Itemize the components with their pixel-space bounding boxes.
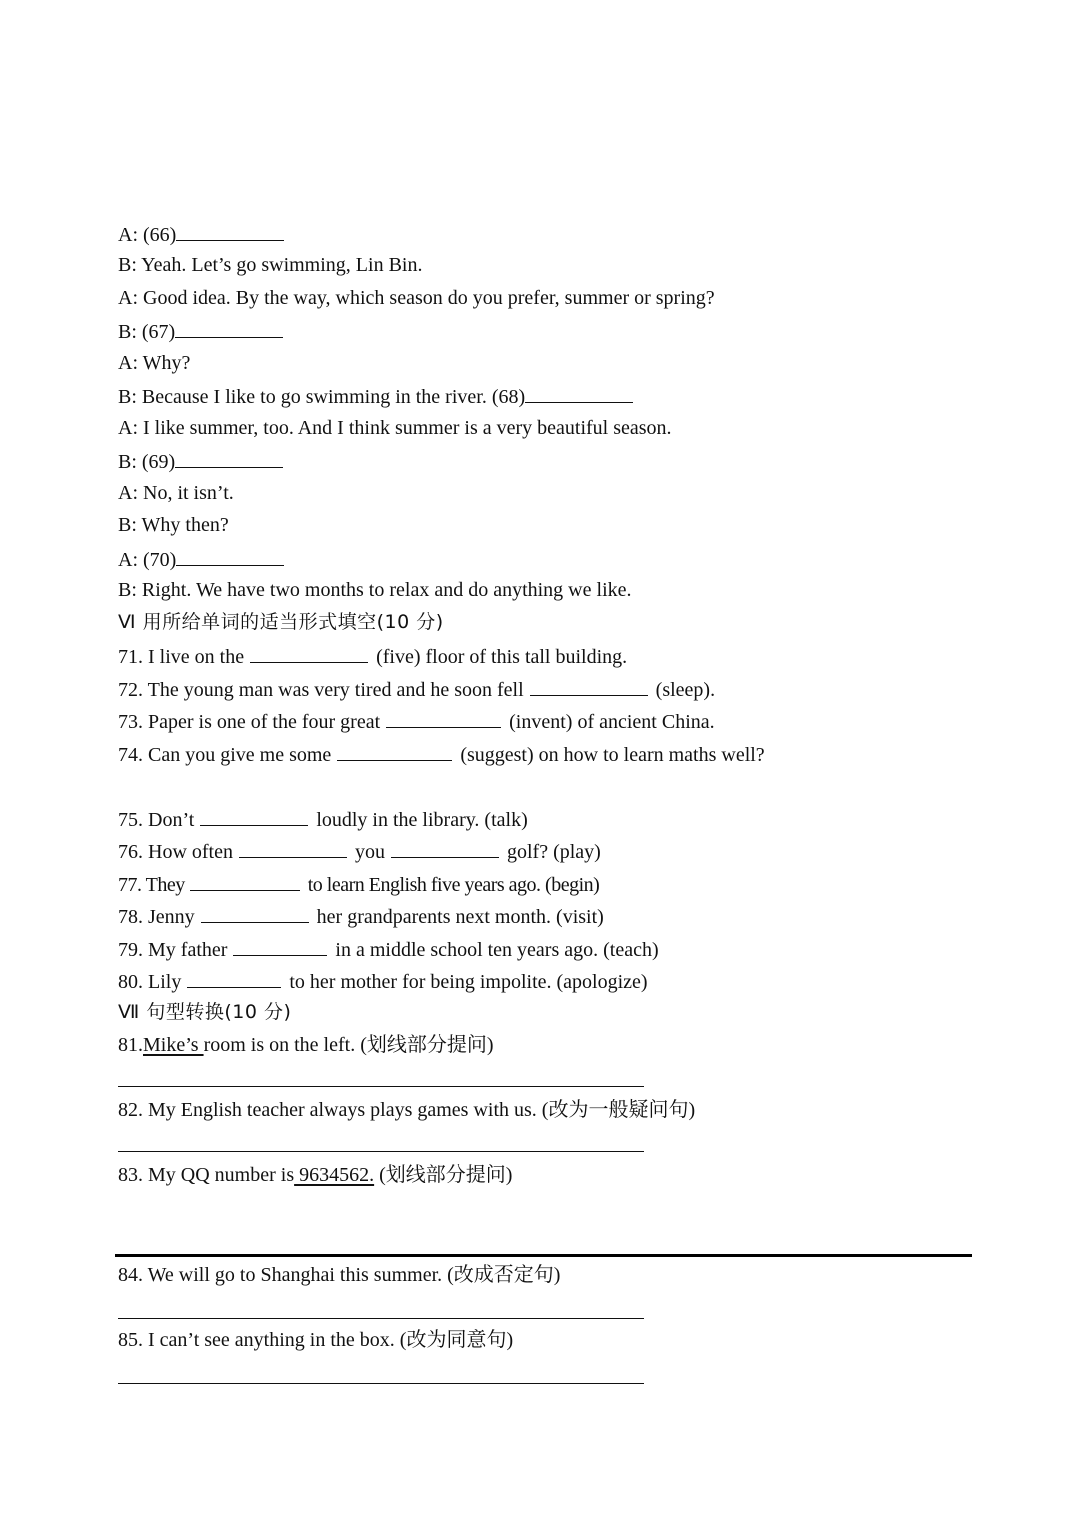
question-83 bbox=[118, 1160, 512, 1190]
question-text: 75. Don’t bbox=[118, 809, 200, 831]
answer-blank-80[interactable] bbox=[187, 965, 281, 988]
answer-blank-70[interactable] bbox=[176, 543, 284, 566]
dialogue-text: B: Because I like to go swimming in the river. (68) bbox=[118, 386, 526, 408]
dialogue-line: A: Good idea. By the way, which season do you prefer, summer or spring? bbox=[118, 287, 715, 309]
question-77 bbox=[118, 868, 599, 898]
answer-blank-77[interactable] bbox=[190, 868, 300, 891]
section-6-heading: Ⅵ 用所给单词的适当形式填空(10 分) bbox=[118, 611, 444, 633]
dialogue-line-66 bbox=[118, 218, 287, 248]
question-text: to learn English five years ago. (begin) bbox=[303, 874, 600, 896]
answer-blank-68[interactable] bbox=[525, 380, 633, 403]
question-text: (划线部分提问) bbox=[374, 1164, 513, 1186]
question-72 bbox=[118, 673, 715, 703]
separator-rule bbox=[115, 1254, 972, 1257]
underlined-part: 9634562. bbox=[294, 1164, 375, 1186]
question-71 bbox=[118, 640, 627, 670]
answer-blank-79[interactable] bbox=[233, 933, 327, 956]
question-text: in a middle school ten years ago. (teach) bbox=[330, 939, 659, 961]
section-7-heading: Ⅶ 句型转换(10 分) bbox=[118, 1001, 292, 1023]
question-80 bbox=[118, 965, 648, 995]
question-84: 84. We will go to Shanghai this summer. (改成否定句) bbox=[118, 1264, 561, 1286]
question-82: 82. My English teacher always plays games with us. (改为一般疑问句) bbox=[118, 1099, 696, 1121]
answer-blank-73[interactable] bbox=[386, 705, 501, 728]
question-76 bbox=[118, 835, 601, 865]
answer-line-81[interactable] bbox=[118, 1086, 644, 1087]
dialogue-line: B: Right. We have two months to relax and do anything we like. bbox=[118, 579, 632, 601]
answer-blank-78[interactable] bbox=[201, 900, 309, 923]
question-text: 80. Lily bbox=[118, 971, 187, 993]
answer-blank-66[interactable] bbox=[176, 218, 284, 241]
question-text: golf? (play) bbox=[501, 841, 601, 863]
question-85: 85. I can’t see anything in the box. (改为同意句) bbox=[118, 1329, 514, 1351]
dialogue-text: A: (70) bbox=[118, 549, 177, 571]
dialogue-line: B: Why then? bbox=[118, 514, 229, 536]
dialogue-text: B: (69) bbox=[118, 451, 176, 473]
question-text: (invent) of ancient China. bbox=[504, 711, 715, 733]
question-text: 71. I live on the bbox=[118, 646, 250, 668]
dialogue-line-70 bbox=[118, 543, 287, 573]
question-text: 76. How often bbox=[118, 841, 238, 863]
answer-blank-69[interactable] bbox=[175, 445, 283, 468]
question-text: 81. bbox=[118, 1034, 143, 1056]
question-text: you bbox=[349, 841, 390, 863]
question-text: 79. My father bbox=[118, 939, 233, 961]
answer-blank-76b[interactable] bbox=[391, 835, 499, 858]
question-75 bbox=[118, 803, 528, 833]
dialogue-line-67 bbox=[118, 315, 286, 345]
question-74 bbox=[118, 738, 765, 768]
question-text: (five) floor of this tall building. bbox=[371, 646, 628, 668]
question-78 bbox=[118, 900, 604, 930]
question-text: to her mother for being impolite. (apologize) bbox=[284, 971, 648, 993]
answer-blank-76a[interactable] bbox=[239, 835, 347, 858]
question-text: (suggest) on how to learn maths well? bbox=[455, 744, 765, 766]
dialogue-text: A: (66) bbox=[118, 224, 177, 246]
dialogue-line: A: I like summer, too. And I think summer is a very beautiful season. bbox=[118, 417, 672, 439]
question-79 bbox=[118, 933, 659, 963]
question-73 bbox=[118, 705, 715, 735]
question-text: 83. My QQ number is bbox=[118, 1164, 295, 1186]
question-text: 74. Can you give me some bbox=[118, 744, 337, 766]
dialogue-line: A: No, it isn’t. bbox=[118, 482, 234, 504]
answer-line-82[interactable] bbox=[118, 1151, 644, 1152]
dialogue-text: B: (67) bbox=[118, 321, 176, 343]
answer-blank-71[interactable] bbox=[250, 640, 368, 663]
question-text: her grandparents next month. (visit) bbox=[311, 906, 604, 928]
dialogue-line-69 bbox=[118, 445, 286, 475]
question-text: 72. The young man was very tired and he soon fell bbox=[118, 679, 529, 701]
question-text: (sleep). bbox=[650, 679, 716, 701]
answer-line-85[interactable] bbox=[118, 1383, 644, 1384]
answer-blank-72[interactable] bbox=[530, 673, 648, 696]
dialogue-line: A: Why? bbox=[118, 352, 191, 374]
question-text: 78. Jenny bbox=[118, 906, 200, 928]
question-text: 73. Paper is one of the four great bbox=[118, 711, 386, 733]
dialogue-line: B: Yeah. Let’s go swimming, Lin Bin. bbox=[118, 254, 423, 276]
question-text: loudly in the library. (talk) bbox=[311, 809, 528, 831]
question-text: 77. They bbox=[118, 874, 190, 896]
dialogue-line-68 bbox=[118, 380, 636, 410]
answer-blank-75[interactable] bbox=[200, 803, 308, 826]
answer-blank-67[interactable] bbox=[175, 315, 283, 338]
answer-line-84[interactable] bbox=[118, 1318, 644, 1319]
question-text: room is on the left. (划线部分提问) bbox=[203, 1034, 494, 1056]
answer-blank-74[interactable] bbox=[337, 738, 452, 761]
underlined-part: Mike’s bbox=[143, 1034, 204, 1056]
question-81 bbox=[118, 1030, 494, 1060]
